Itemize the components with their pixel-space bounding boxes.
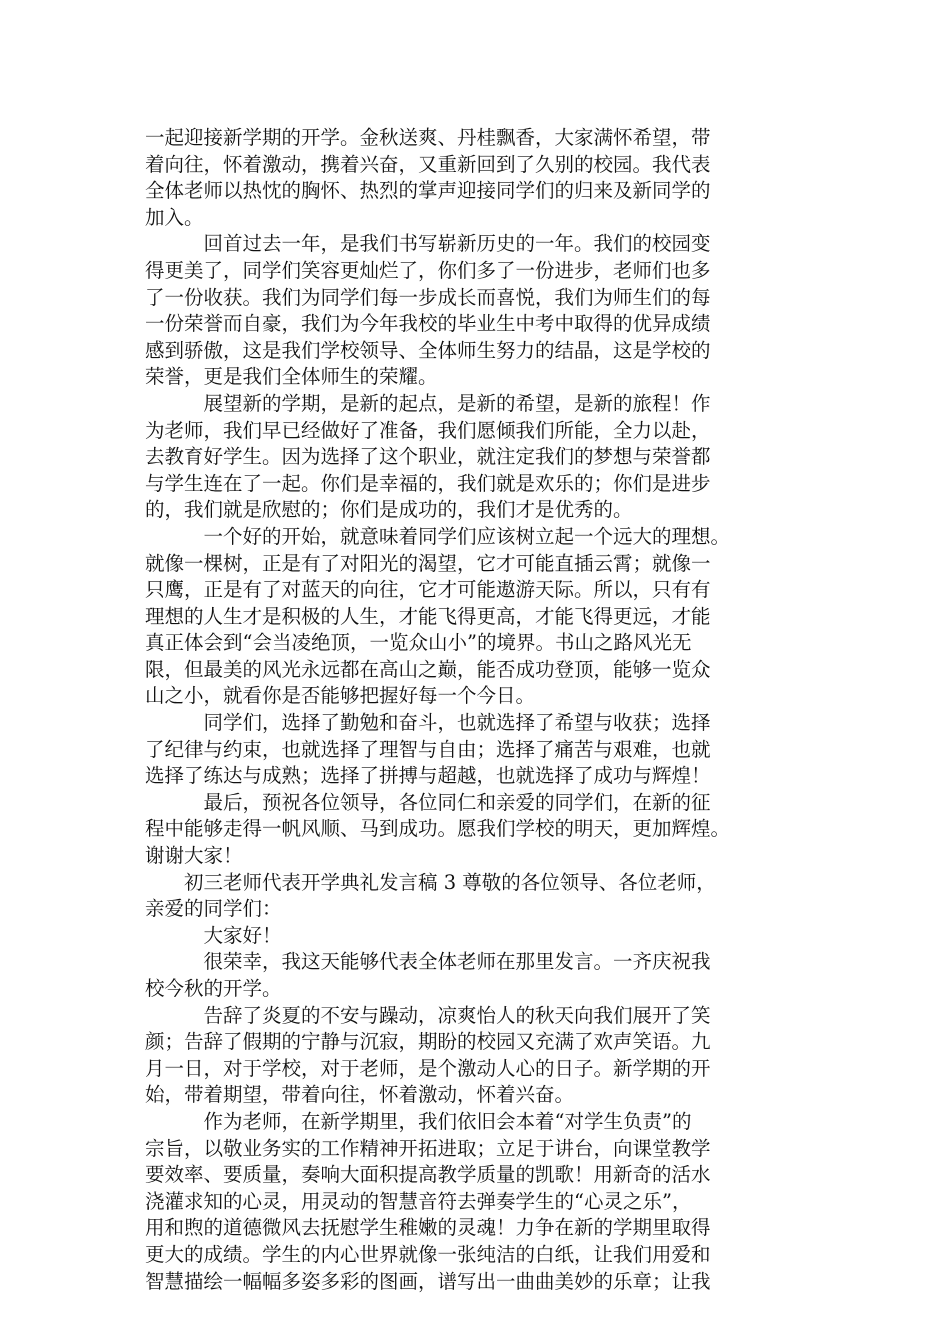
- text-line: 感到骄傲，这是我们学校领导、全体师生努力的结晶，这是学校的: [145, 338, 711, 362]
- text-line: 加入。: [145, 205, 204, 229]
- text-line: 程中能够走得一帆风顺、马到成功。愿我们学校的明天，更加辉煌。: [145, 817, 731, 841]
- text-line: 限，但最美的风光永远都在高山之巅，能否成功登顶，能够一览众: [145, 657, 711, 681]
- text-line: 浇灌求知的心灵，用灵动的智慧音符去弹奏学生的“心灵之乐”，: [145, 1189, 692, 1213]
- paragraph: [145, 391, 825, 524]
- text-line: 谢谢大家！: [145, 844, 243, 868]
- text-line: 荣誉，更是我们全体师生的荣耀。: [145, 365, 438, 389]
- text-line: 选择了练达与成熟；选择了拼搏与超越，也就选择了成功与辉煌！: [145, 764, 711, 788]
- text-line: 初三老师代表开学典礼发言稿 3 尊敬的各位领导、各位老师，: [145, 870, 716, 894]
- paragraph: [145, 1003, 825, 1109]
- text-line: 全体老师以热忱的胸怀、热烈的掌声迎接同学们的归来及新同学的: [145, 179, 711, 203]
- text-line: 颜；告辞了假期的宁静与沉寂，期盼的校园又充满了欢声笑语。九: [145, 1030, 711, 1054]
- text-line: 校今秋的开学。: [145, 977, 282, 1000]
- text-line: 很荣幸，我这天能够代表全体老师在那里发言。一齐庆祝我: [145, 950, 711, 974]
- text-line: 宗旨，以敬业务实的工作精神开拓进取；立足于讲台，向课堂教学: [145, 1136, 711, 1160]
- text-line: 与学生连在了一起。你们是幸福的，我们就是欢乐的；你们是进步: [145, 471, 711, 495]
- paragraph: [145, 231, 825, 391]
- text-line: 真正体会到“会当凌绝顶，一览众山小”的境界。书山之路风光无: [145, 631, 692, 655]
- text-line: 一起迎接新学期的开学。金秋送爽、丹桂飘香，大家满怀希望，带: [145, 126, 711, 149]
- text-line: 回首过去一年，是我们书写崭新历史的一年。我们的校园变: [145, 232, 711, 256]
- text-line: 月一日，对于学校，对于老师，是个激动人心的日子。新学期的开: [145, 1056, 711, 1080]
- paragraph: [145, 790, 825, 870]
- text-line: 理想的人生才是积极的人生，才能飞得更高，才能飞得更远，才能: [145, 604, 711, 628]
- text-line: 大家好！: [145, 923, 282, 947]
- text-line: 要效率、要质量，奏响大面积提高教学质量的凯歌！用新奇的活水: [145, 1163, 711, 1187]
- text-line: 告辞了炎夏的不安与躁动，凉爽怡人的秋天向我们展开了笑: [145, 1003, 711, 1027]
- paragraph: [145, 923, 825, 950]
- paragraph: [145, 1109, 825, 1295]
- text-line: 始，带着期望，带着向往，怀着激动，怀着兴奋。: [145, 1083, 575, 1107]
- document-body: [145, 125, 825, 1295]
- text-line: 展望新的学期，是新的起点，是新的希望，是新的旅程！作: [145, 391, 711, 415]
- text-line: 亲爱的同学们：: [145, 897, 282, 921]
- text-line: 着向往，怀着激动，携着兴奋，又重新回到了久别的校园。我代表: [145, 152, 711, 176]
- paragraph: [145, 524, 825, 710]
- text-line: 山之小，就看你是否能够把握好每一个今日。: [145, 684, 536, 708]
- paragraph: [145, 125, 825, 231]
- text-line: 作为老师，在新学期里，我们依旧会本着“对学生负责”的: [145, 1109, 692, 1133]
- paragraph: [145, 949, 825, 1002]
- text-line: 一份荣誉而自豪，我们为今年我校的毕业生中考中取得的优异成绩: [145, 312, 711, 336]
- text-line: 了纪律与约束，也就选择了理智与自由；选择了痛苦与艰难，也就: [145, 737, 711, 761]
- text-line: 一个好的开始，就意味着同学们应该树立起一个远大的理想。: [145, 524, 731, 548]
- paragraph: [145, 710, 825, 790]
- text-line: 只鹰，正是有了对蓝天的向往，它才可能遨游天际。所以，只有有: [145, 578, 711, 602]
- text-line: 智慧描绘一幅幅多姿多彩的图画，谱写出一曲曲美妙的乐章；让我: [145, 1269, 711, 1293]
- text-line: 用和煦的道德微风去抚慰学生稚嫩的灵魂！力争在新的学期里取得: [145, 1216, 711, 1240]
- text-line: 为老师，我们早已经做好了准备，我们愿倾我们所能，全力以赴，: [145, 418, 711, 442]
- text-line: 去教育好学生。因为选择了这个职业，就注定我们的梦想与荣誉都: [145, 445, 711, 469]
- text-line: 得更美了，同学们笑容更灿烂了，你们多了一份进步，老师们也多: [145, 258, 711, 282]
- paragraph: [145, 870, 825, 923]
- text-line: 了一份收获。我们为同学们每一步成长而喜悦，我们为师生们的每: [145, 285, 711, 309]
- text-line: 最后，预祝各位领导，各位同仁和亲爱的同学们，在新的征: [145, 790, 711, 814]
- text-line: 更大的成绩。学生的内心世界就像一张纯洁的白纸，让我们用爱和: [145, 1242, 711, 1266]
- text-line: 就像一棵树，正是有了对阳光的渴望，它才可能直插云霄；就像一: [145, 551, 711, 575]
- text-line: 的，我们就是欣慰的；你们是成功的，我们才是优秀的。: [145, 498, 633, 522]
- text-line: 同学们，选择了勤勉和奋斗，也就选择了希望与收获；选择: [145, 711, 711, 735]
